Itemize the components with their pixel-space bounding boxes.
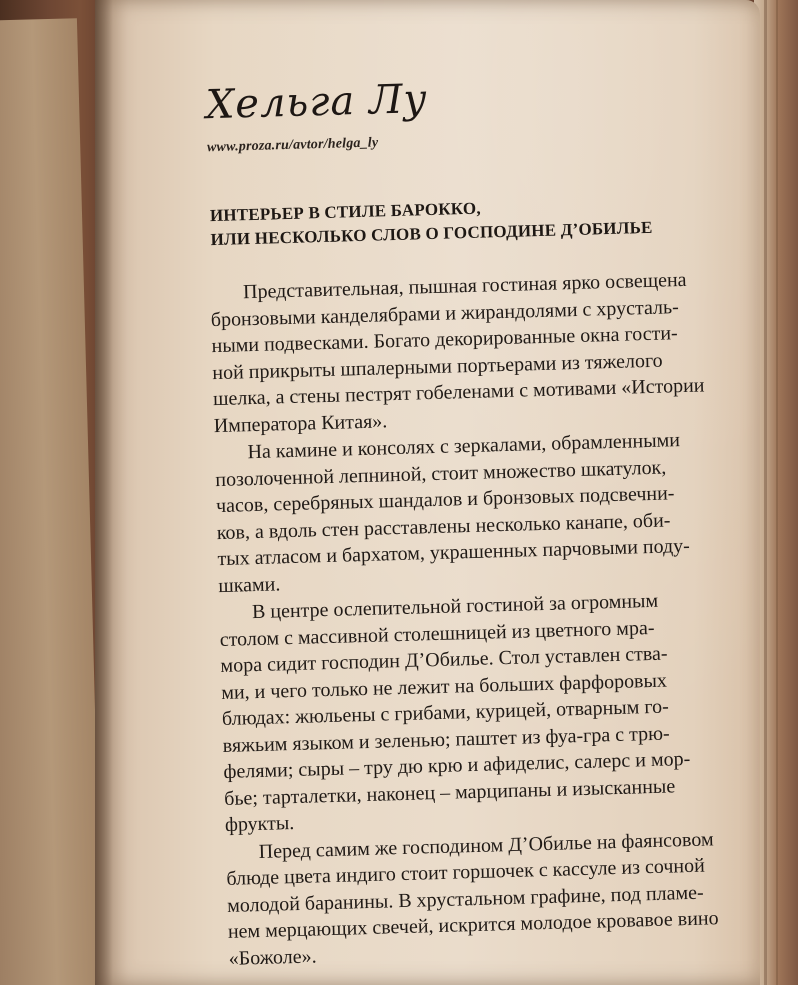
paragraph [219,585,770,839]
page-content [95,0,787,985]
paragraph [210,265,759,439]
text-line: ков, а вдоль стен расставлены несколько канапе, оби- [216,508,671,544]
text-line: часов, серебряных шандалов и бронзовых подсвечни- [215,482,675,518]
text-line: Перед самим же господином Д’Обилье на фаянсовом [258,827,714,863]
text-line: шелка, а стены пестрят гобеленами с мотивами «Истории [212,374,705,411]
text-line: шками. [217,572,281,597]
text-line: фелями; сыры – тру дю крю и афиделис, салерс и мор- [223,747,691,783]
text-line: В центре ослепительной гостиной за огромным [251,589,659,624]
author-url: www.proza.ru/avtor/helga_ly [206,135,379,156]
text-line: вяжьим языком и зеленью; паштет из фуа-гра с трю- [222,722,670,757]
paragraph [214,425,763,599]
text-line: Представительная, пышная гостиная ярко освещена [242,268,687,304]
text-line: блюдах: жюльены с грибами, курицей, отварным го- [221,695,670,731]
text-line: молодой баранины. В хрустальном графине, под пламе- [226,881,704,917]
text-line: блюде цвета индиго стоит горшочек с кассуле из сочной [226,854,706,890]
chapter-heading [210,190,731,253]
text-line: нем мерцающих свечей, искрится молодое кровавое вино [227,907,719,943]
heading-line: ИНТЕРЬЕР В СТИЛЕ БАРОККО, [209,198,482,226]
text-line: На камине и консолях с зеркалами, обрамленными [247,429,681,464]
text-line: бье; тарталетки, наконец – марципаны и изысканные [223,774,676,810]
book-page [95,0,760,985]
text-line: мора сидит господин Д’Обилье. Стол уставлен ства- [220,642,668,678]
text-line: бронзовыми канделябрами и жирандолями с хрусталь- [210,295,680,331]
paragraph [225,824,773,972]
text-line: Императора Китая». [213,409,388,437]
text-line: тых атласом и бархатом, украшенных парчовыми поду- [217,534,691,571]
text-line: «Божоле». [228,944,317,970]
left-page-edge [0,18,103,985]
text-line: ными подвесками. Богато декорированные окна гости- [211,322,678,358]
text-line: ной прикрыты шпалерными портьерами из тяжелого [212,349,663,384]
text-line: ми, и чего только не лежит на больших фарфоровых [220,669,668,704]
text-line: столом с массивной столешницей из цветного мра- [219,616,655,651]
binding-shadow [95,0,113,985]
text-line: фрукты. [224,812,295,836]
body-text [210,265,774,972]
text-line: позолоченной лепниной, стоит множество шкатулок, [215,456,667,491]
heading-line: ИЛИ НЕСКОЛЬКО СЛОВ О ГОСПОДИНЕ Д’ОБИЛЬЕ [210,217,653,250]
author-name: Хельга Лу [205,76,429,129]
